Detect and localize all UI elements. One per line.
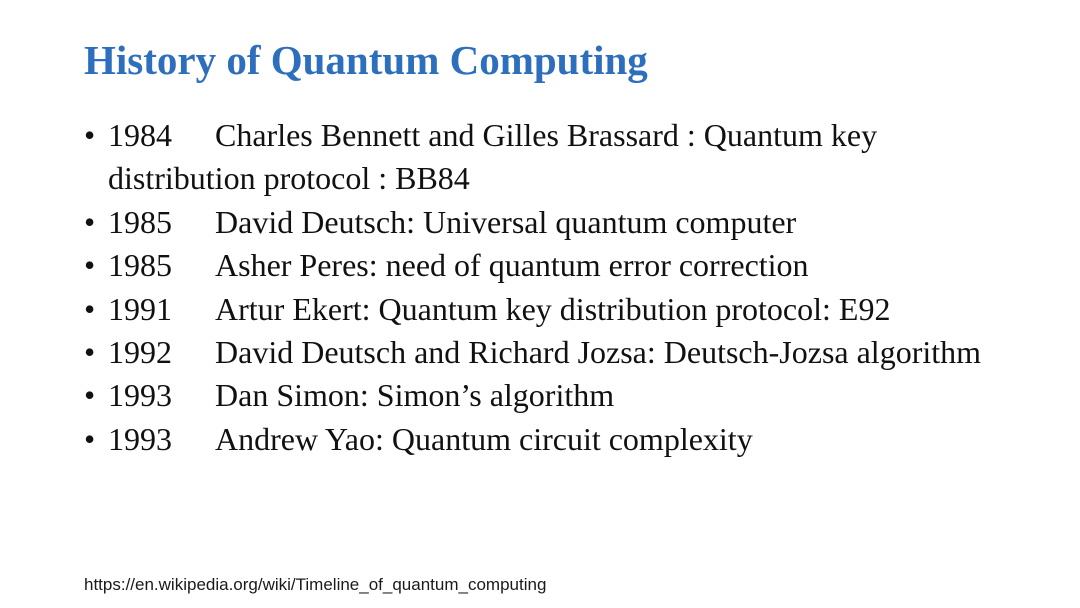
item-year: 1985 bbox=[108, 247, 172, 284]
bullet-icon: • bbox=[84, 377, 96, 414]
item-text: Artur Ekert: Quantum key distribution protocol: E92 bbox=[215, 290, 891, 327]
list-item bbox=[84, 244, 1014, 287]
list-item bbox=[84, 374, 1014, 417]
item-year: 1984 bbox=[108, 117, 172, 153]
bullet-icon: • bbox=[84, 334, 96, 371]
source-url: https://en.wikipedia.org/wiki/Timeline_of_quantum_computing bbox=[84, 575, 547, 594]
list-item bbox=[84, 288, 1014, 331]
bullet-icon: • bbox=[84, 117, 96, 153]
bullet-icon: • bbox=[84, 290, 96, 327]
item-text: Asher Peres: need of quantum error correction bbox=[215, 247, 809, 284]
slide-title: History of Quantum Computing bbox=[84, 37, 648, 83]
item-text: David Deutsch: Universal quantum computer bbox=[215, 203, 797, 240]
item-text: Andrew Yao: Quantum circuit complexity bbox=[215, 420, 753, 457]
bullet-icon: • bbox=[84, 247, 96, 284]
item-year: 1985 bbox=[108, 203, 172, 240]
bullet-icon: • bbox=[84, 420, 96, 457]
item-year: 1993 bbox=[108, 420, 172, 457]
list-item bbox=[84, 201, 1014, 244]
item-text: Dan Simon: Simon’s algorithm bbox=[215, 377, 615, 414]
list-item bbox=[84, 114, 1014, 201]
list-item bbox=[84, 331, 1014, 374]
list-item bbox=[84, 418, 1014, 461]
item-year: 1991 bbox=[108, 290, 172, 327]
item-year: 1993 bbox=[108, 377, 172, 414]
bullet-icon: • bbox=[84, 203, 96, 240]
item-year: 1992 bbox=[108, 334, 172, 371]
item-text: Charles Bennett and Gilles Brassard : Quantum key distribution protocol : BB84 bbox=[108, 117, 878, 197]
item-text: David Deutsch and Richard Jozsa: Deutsch-Jozsa algorithm bbox=[215, 334, 982, 371]
timeline-list bbox=[84, 114, 1014, 461]
